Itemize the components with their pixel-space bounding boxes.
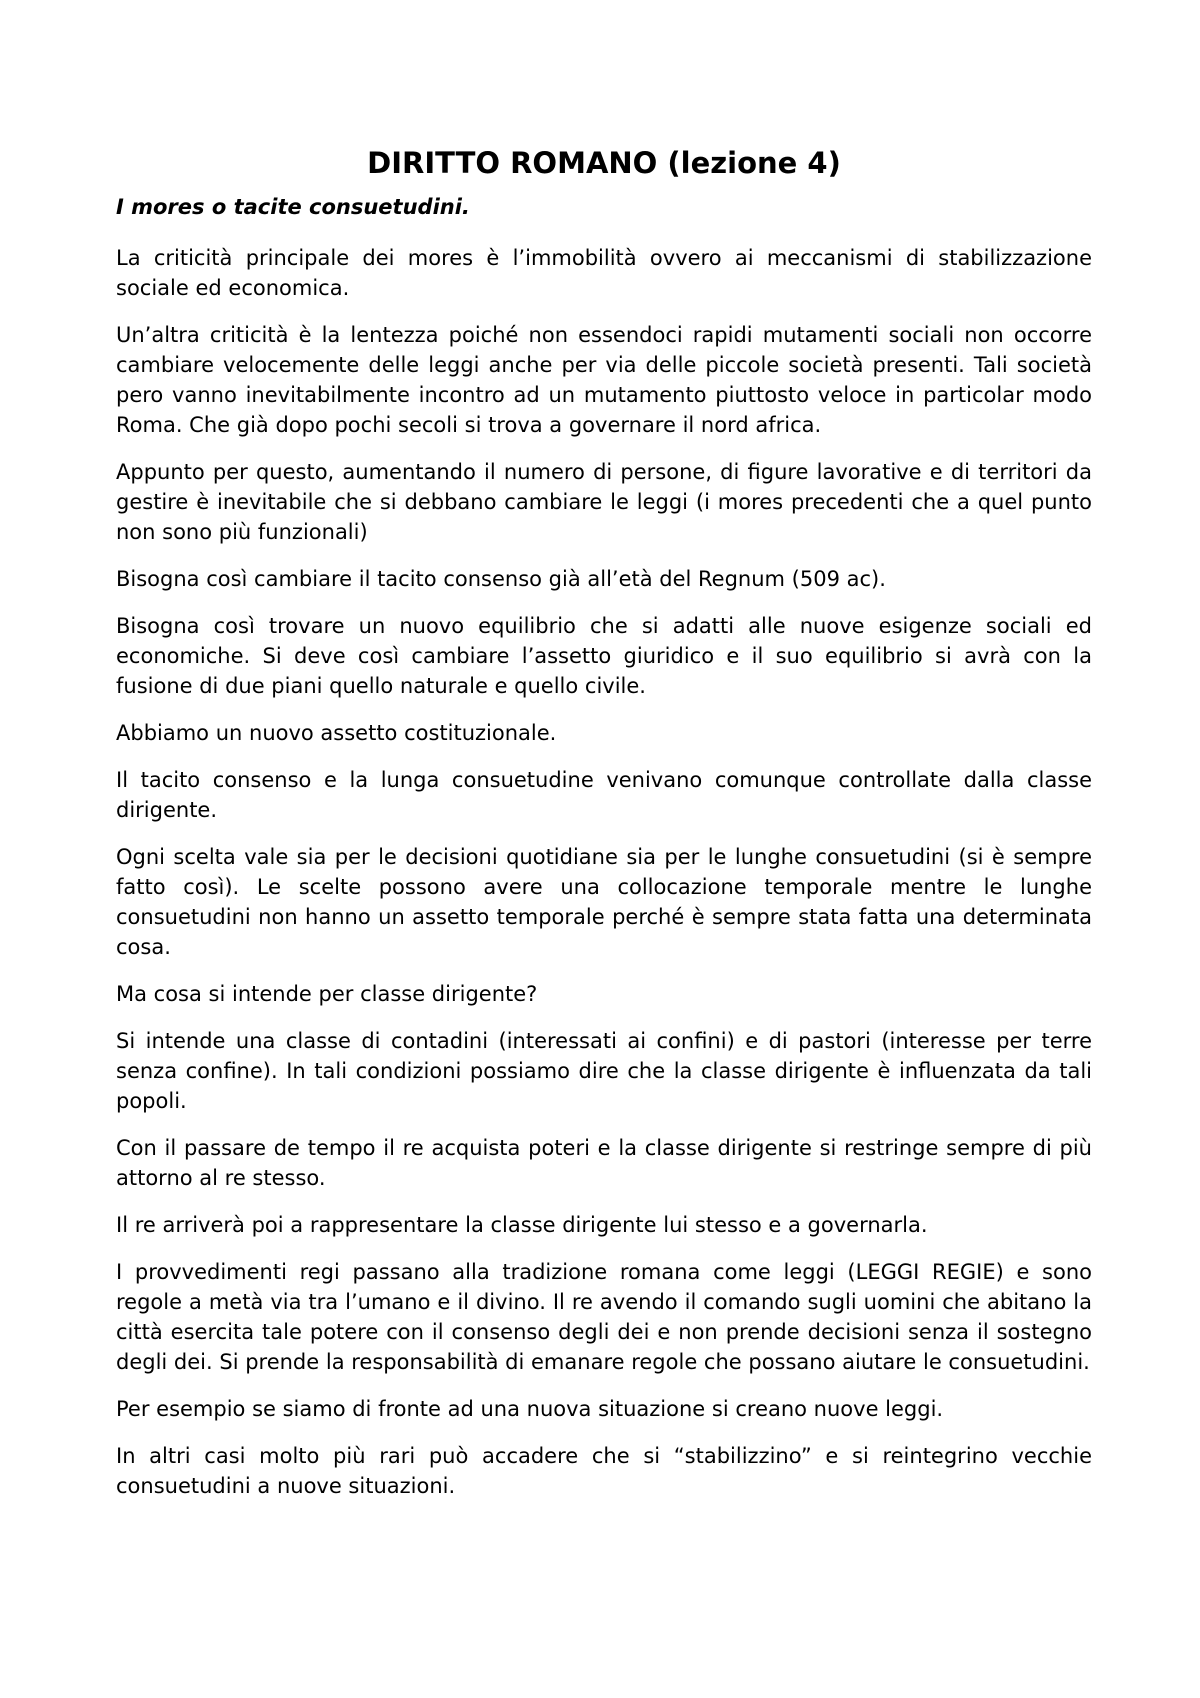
paragraph-11: Con il passare de tempo il re acquista poteri e la classe dirigente si restringe sempre di più attorno al re stesso.: [116, 1136, 1092, 1190]
paragraph-12: Il re arriverà poi a rappresentare la classe dirigente lui stesso e a governarla.: [116, 1213, 928, 1237]
document-body: [116, 143, 1092, 1518]
paragraph-4: Bisogna così cambiare il tacito consenso già all’età del Regnum (509 ac).: [116, 567, 886, 591]
paragraph-13: I provvedimenti regi passano alla tradizione romana come leggi (LEGGI REGIE) e sono regole a metà via tra l’umano e il divino. Il re avendo il comando sugli uomini che abitano la città esercita tale potere con il consenso degli dei e non prende decisioni senza il sostegno degli dei. Si prende la responsabilità di emanare regole che possano aiutare le consuetudini.: [116, 1260, 1092, 1374]
paragraph-2: Un’altra criticità è la lentezza poiché non essendoci rapidi mutamenti sociali non occorre cambiare velocemente delle leggi anche per via delle piccole società presenti. Tali società pero vanno inevitabilmente incontro ad un mutamento piuttosto veloce in particolar modo Roma. Che già dopo pochi secoli si trova a governare il nord africa.: [116, 323, 1092, 437]
paragraph-14: Per esempio se siamo di fronte ad una nuova situazione si creano nuove leggi.: [116, 1397, 944, 1421]
paragraph-3: Appunto per questo, aumentando il numero di persone, di figure lavorative e di territori da gestire è inevitabile che si debbano cambiare le leggi (i mores precedenti che a quel punto non sono più funzionali): [116, 460, 1092, 544]
paragraph-8: Ogni scelta vale sia per le decisioni quotidiane sia per le lunghe consuetudini (si è sempre fatto così). Le scelte possono avere una collocazione temporale mentre le lunghe consuetudini non hanno un assetto temporale perché è sempre stata fatta una determinata cosa.: [116, 845, 1092, 959]
paragraph-5: Bisogna così trovare un nuovo equilibrio che si adatti alle nuove esigenze sociali ed economiche. Si deve così cambiare l’assetto giuridico e il suo equilibrio si avrà con la fusione di due piani quello naturale e quello civile.: [116, 614, 1092, 698]
paragraph-7: Il tacito consenso e la lunga consuetudine venivano comunque controllate dalla classe dirigente.: [116, 768, 1092, 822]
paragraph-10: Si intende una classe di contadini (interessati ai confini) e di pastori (interesse per terre senza confine). In tali condizioni possiamo dire che la classe dirigente è influenzata da tali popoli.: [116, 1029, 1092, 1113]
paragraph-1: La criticità principale dei mores è l’immobilità ovvero ai meccanismi di stabilizzazione sociale ed economica.: [116, 246, 1092, 300]
paragraph-15: In altri casi molto più rari può accadere che si “stabilizzino” e si reintegrino vecchie consuetudini a nuove situazioni.: [116, 1444, 1092, 1498]
paragraph-9: Ma cosa si intende per classe dirigente?: [116, 982, 538, 1006]
document-title: DIRITTO ROMANO (lezione 4): [367, 146, 841, 180]
document-subtitle: I mores o tacite consuetudini.: [116, 195, 470, 219]
paragraph-6: Abbiamo un nuovo assetto costituzionale.: [116, 721, 557, 745]
